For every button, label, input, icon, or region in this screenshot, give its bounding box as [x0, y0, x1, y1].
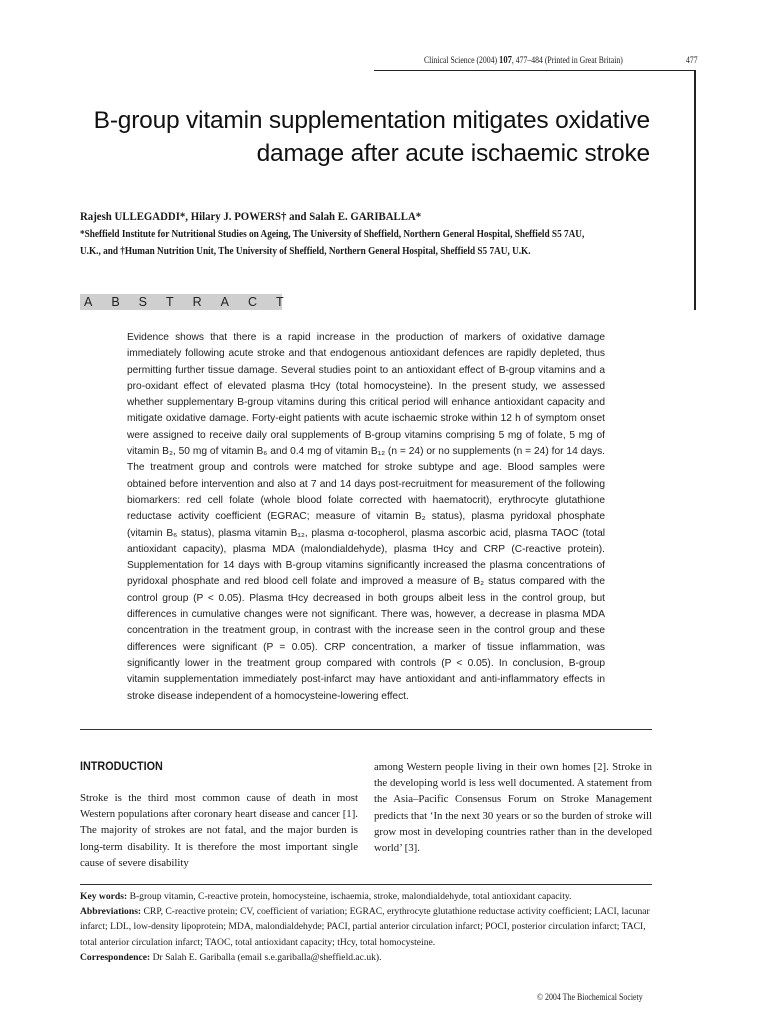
- author-list: Rajesh ULLEGADDI*, Hilary J. POWERS† and Salah E. GARIBALLA*: [80, 209, 422, 223]
- page-number: 477: [686, 55, 698, 65]
- journal-suffix: , 477–484 (Printed in Great Britain): [511, 55, 623, 65]
- header-rule: [374, 70, 696, 71]
- keywords-line: [80, 889, 652, 904]
- abbreviations-label: Abbreviations:: [80, 906, 142, 918]
- footnotes: [80, 889, 652, 965]
- introduction-right-column: among Western people living in their own homes [2]. Stroke in the developing world is less well documented. A statement from the Asia–Pacific Consensus Forum on Stroke Management predicts that ‘In the next 30 years or so the burden of stroke will grow most in developing countries rather than in the developed world’ [3].: [374, 761, 652, 855]
- journal-prefix: Clinical Science (2004): [424, 55, 500, 65]
- introduction-heading: INTRODUCTION: [80, 759, 163, 773]
- article-title: B-group vitamin supplementation mitigates oxidative damage after acute ischaemic stroke: [93, 107, 650, 167]
- copyright: © 2004 The Biochemical Society: [537, 992, 643, 1002]
- keywords-text: B-group vitamin, C-reactive protein, homocysteine, ischaemia, stroke, malondialdehyde, total antioxidant capacity.: [127, 891, 572, 902]
- abstract-text: Evidence shows that there is a rapid increase in the production of markers of oxidative damage immediately following acute stroke and that endogenous antioxidant defences are rapidly depleted, thus permitting further tissue damage. Several studies point to an antioxidant effect of B-group vitamins and a pro-oxidant effect of elevated plasma tHcy (total homocysteine). In the present study, we assessed whether supplementary B-group vitamins during this critical period will enhance antioxidant capacity and mitigate oxidative damage. Forty-eight patients with acute ischaemic stroke within 12 h of symptom onset were assigned to receive daily oral supplements of B-group vitamins comprising 5 mg of folate, 5 mg of vitamin B₂, 50 mg of vitamin B₆ and 0.4 mg of vitamin B₁₂ (n = 24) or no supplements (n = 24) for 14 days. The treatment group and controls were matched for stroke subtype and age. Blood samples were obtained before intervention and also at 7 and 14 days post-recruitment for measurement of the following biomarkers: red cell folate (whole blood folate corrected with haematocrit), erythrocyte glutathione reductase activity coefficient (EGRAC; measure of vitamin B₂ status), plasma pyridoxal phosphate (vitamin B₆ status), plasma vitamin B₁₂, plasma α-tocopherol, plasma ascorbic acid, plasma TAOC (total antioxidant capacity), plasma MDA (malondialdehyde), plasma tHcy and CRP (C-reactive protein). Supplementation for 14 days with B-group vitamins significantly increased the plasma concentrations of pyridoxal phosphate and red blood cell folate and improved a measure of B₂ status compared with the control group (P < 0.05). Plasma tHcy decreased in both groups albeit less in the control group, but differences in cumulative changes were not significant. There was, however, a decrease in plasma MDA concentration in the treatment group, in contrast with the increase seen in the control group and these differences were significant (P = 0.05). CRP concentration, a marker of tissue inflammation, was significantly lower in the treatment group compared with controls (P < 0.05). In conclusion, B-group vitamin supplementation immediately post-infarct may have antioxidant and anti-inflammatory effects in stroke disease independent of a homocysteine-lowering effect.: [127, 332, 605, 702]
- keywords-label: Key words:: [80, 891, 128, 902]
- section-divider: [80, 729, 652, 730]
- journal-volume: 107: [499, 55, 512, 66]
- abstract-label-box: [80, 294, 303, 310]
- affiliation: *Sheffield Institute for Nutritional Studies on Ageing, The University of Sheffield, Northern General Hospital, Sheffield S5 7AU, U.K., and †Human Nutrition Unit, The University of Sheffield, Northern General Hospital, Sheffield S5 7AU, U.K.: [80, 229, 585, 257]
- abstract-label: ABSTRACT: [84, 295, 303, 309]
- correspondence-text: Dr Salah E. Gariballa (email s.e.gariballa@sheffield.ac.uk).: [150, 951, 382, 963]
- abbreviations-text: CRP, C-reactive protein; CV, coefficient of variation; EGRAC, erythrocyte glutathione reductase activity coefficient; LACI, lacunar infarct; LDL, low-density lipoprotein; MDA, malondialdehyde; PACI, partial anterior circulation infarct; POCI, posterior circulation infarct; TACI, total anterior circulation infarct; TAOC, total antioxidant capacity; tHcy, total homocysteine.: [80, 906, 650, 948]
- correspondence-label: Correspondence:: [80, 951, 151, 963]
- abbreviations-line: [80, 904, 652, 950]
- introduction-left-column: Stroke is the third most common cause of death in most Western populations after coronary heart disease and cancer [1]. The majority of strokes are not fatal, and the major burden is long-term disability. It is therefore the most important single cause of severe disability: [80, 792, 358, 869]
- journal-reference: [424, 55, 623, 66]
- footnote-divider: [80, 884, 652, 885]
- header-side-rule: [694, 70, 696, 310]
- correspondence-line: [80, 950, 652, 965]
